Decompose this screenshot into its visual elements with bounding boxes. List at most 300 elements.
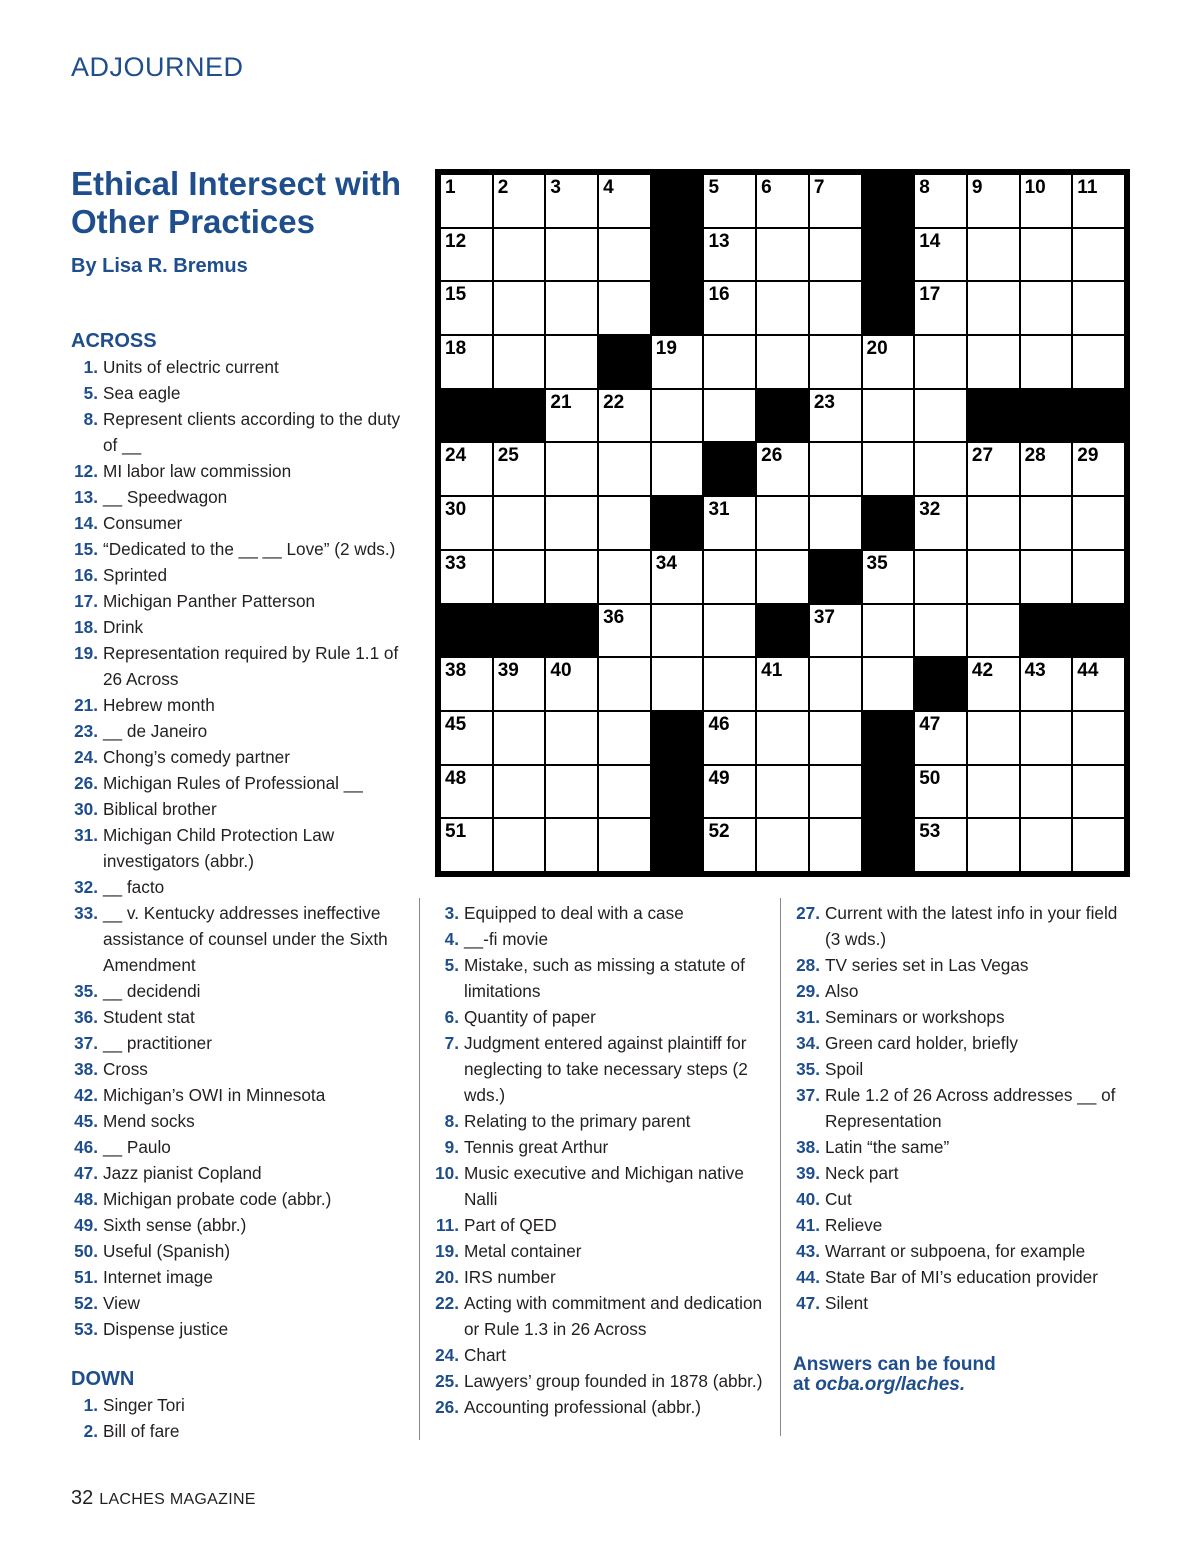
- clue-number: 7.: [444, 1033, 459, 1053]
- clue-number: 32.: [74, 877, 98, 897]
- cell-number: 44: [1077, 660, 1099, 682]
- cell-number: 22: [603, 391, 625, 413]
- cell-number: 1: [445, 177, 456, 198]
- grid-cell[interactable]: [863, 605, 914, 657]
- grid-cell[interactable]: [704, 605, 755, 657]
- grid-cell[interactable]: [494, 282, 545, 334]
- grid-cell[interactable]: [1073, 443, 1124, 495]
- grid-cell[interactable]: [494, 336, 545, 388]
- clue-item: [793, 978, 1133, 1004]
- grid-cell[interactable]: [546, 229, 597, 281]
- grid-cell[interactable]: [1021, 229, 1072, 281]
- clue-number: 18.: [74, 617, 98, 637]
- clue-item: [71, 354, 416, 380]
- clues-column-left: [71, 328, 416, 1444]
- grid-cell[interactable]: [863, 443, 914, 495]
- grid-cell[interactable]: [968, 175, 1019, 227]
- clue-item: [71, 614, 416, 640]
- clue-item: [71, 900, 416, 978]
- clue-number: 39.: [796, 1163, 820, 1183]
- clues-column-right: [793, 900, 1133, 1316]
- grid-cell[interactable]: [441, 766, 492, 818]
- clue-number: 8.: [444, 1111, 459, 1131]
- grid-cell[interactable]: [757, 819, 808, 871]
- clue-text: Units of electric current: [103, 357, 279, 377]
- grid-cell[interactable]: [1073, 336, 1124, 388]
- grid-cell[interactable]: [810, 336, 861, 388]
- clue-item: [793, 1238, 1133, 1264]
- clue-item: [71, 796, 416, 822]
- clue-number: 31.: [74, 825, 98, 845]
- clue-number: 53.: [74, 1319, 98, 1339]
- clue-item: [71, 1418, 416, 1444]
- cell-number: 11: [1077, 177, 1098, 198]
- clue-text: Lawyers’ group founded in 1878 (abbr.): [464, 1371, 763, 1391]
- clue-text: Chong’s comedy partner: [103, 747, 290, 767]
- clue-item: [793, 1004, 1133, 1030]
- grid-cell[interactable]: [599, 282, 650, 334]
- grid-cell[interactable]: [1021, 819, 1072, 871]
- clue-number: 4.: [444, 929, 459, 949]
- magazine-name: LACHES MAGAZINE: [99, 1491, 256, 1508]
- clue-text: Rule 1.2 of 26 Across addresses __ of Representation: [825, 1085, 1116, 1131]
- answers-line1: Answers can be found: [793, 1354, 996, 1375]
- grid-block: [757, 605, 808, 657]
- down-clue-list-part2: [432, 900, 772, 1420]
- grid-cell[interactable]: [915, 390, 966, 442]
- grid-cell[interactable]: [757, 336, 808, 388]
- clue-number: 47.: [796, 1293, 820, 1313]
- grid-cell[interactable]: [757, 229, 808, 281]
- answers-line2: [793, 1375, 996, 1395]
- grid-cell[interactable]: [652, 390, 703, 442]
- clue-text: Internet image: [103, 1267, 213, 1287]
- cell-number: 26: [761, 445, 783, 467]
- clue-text: Consumer: [103, 513, 183, 533]
- clue-item: [793, 952, 1133, 978]
- grid-cell[interactable]: [441, 819, 492, 871]
- grid-cell[interactable]: [1073, 551, 1124, 603]
- grid-cell[interactable]: [810, 175, 861, 227]
- clue-item: [793, 1082, 1133, 1134]
- grid-cell[interactable]: [1073, 229, 1124, 281]
- clue-number: 3.: [444, 903, 459, 923]
- clue-item: [71, 380, 416, 406]
- grid-cell[interactable]: [546, 175, 597, 227]
- clue-number: 1.: [83, 1395, 98, 1415]
- grid-cell[interactable]: [810, 497, 861, 549]
- clue-item: [432, 1134, 772, 1160]
- clue-number: 24.: [74, 747, 98, 767]
- grid-cell[interactable]: [1073, 658, 1124, 710]
- grid-cell[interactable]: [757, 551, 808, 603]
- clue-number: 33.: [74, 903, 98, 923]
- grid-cell[interactable]: [704, 282, 755, 334]
- cell-number: 8: [919, 177, 930, 198]
- grid-cell[interactable]: [968, 229, 1019, 281]
- cell-number: 17: [919, 284, 941, 306]
- grid-cell[interactable]: [810, 282, 861, 334]
- answers-note: [793, 1355, 996, 1395]
- grid-cell[interactable]: [599, 605, 650, 657]
- grid-block: [652, 229, 703, 281]
- clue-item: [432, 1238, 772, 1264]
- grid-cell[interactable]: [1021, 282, 1072, 334]
- grid-cell[interactable]: [1021, 336, 1072, 388]
- grid-cell[interactable]: [1073, 497, 1124, 549]
- grid-cell[interactable]: [599, 229, 650, 281]
- grid-cell[interactable]: [810, 712, 861, 764]
- grid-cell[interactable]: [599, 658, 650, 710]
- clue-text: View: [103, 1293, 140, 1313]
- grid-cell[interactable]: [968, 443, 1019, 495]
- grid-cell[interactable]: [704, 175, 755, 227]
- clue-number: 38.: [796, 1137, 820, 1157]
- cell-number: 35: [866, 552, 888, 574]
- grid-cell[interactable]: [546, 819, 597, 871]
- cell-number: 32: [919, 499, 941, 521]
- grid-cell[interactable]: [546, 443, 597, 495]
- grid-cell[interactable]: [1021, 175, 1072, 227]
- clue-text: Also: [825, 981, 859, 1001]
- grid-cell[interactable]: [494, 658, 545, 710]
- clue-number: 41.: [796, 1215, 820, 1235]
- grid-cell[interactable]: [968, 658, 1019, 710]
- grid-cell[interactable]: [1021, 497, 1072, 549]
- grid-cell[interactable]: [704, 658, 755, 710]
- grid-cell[interactable]: [915, 443, 966, 495]
- grid-cell[interactable]: [599, 819, 650, 871]
- grid-cell[interactable]: [494, 712, 545, 764]
- grid-cell[interactable]: [494, 443, 545, 495]
- clue-number: 37.: [796, 1085, 820, 1105]
- grid-cell[interactable]: [915, 605, 966, 657]
- grid-cell[interactable]: [704, 336, 755, 388]
- grid-cell[interactable]: [915, 229, 966, 281]
- clue-number: 49.: [74, 1215, 98, 1235]
- grid-cell[interactable]: [704, 551, 755, 603]
- grid-cell[interactable]: [1073, 175, 1124, 227]
- grid-cell[interactable]: [810, 605, 861, 657]
- cell-number: 40: [550, 660, 572, 682]
- cell-number: 9: [971, 177, 983, 198]
- grid-cell[interactable]: [441, 282, 492, 334]
- clue-number: 28.: [796, 955, 820, 975]
- clue-number: 11.: [436, 1215, 459, 1235]
- cell-number: 12: [445, 230, 467, 252]
- clue-item: [432, 926, 772, 952]
- cell-number: 42: [971, 660, 994, 682]
- clue-item: [71, 1056, 416, 1082]
- clue-item: [71, 874, 416, 900]
- grid-cell[interactable]: [915, 712, 966, 764]
- clue-number: 30.: [74, 799, 98, 819]
- grid-cell[interactable]: [1021, 443, 1072, 495]
- grid-cell[interactable]: [599, 497, 650, 549]
- grid-cell[interactable]: [968, 712, 1019, 764]
- grid-block: [441, 390, 492, 442]
- grid-cell[interactable]: [599, 712, 650, 764]
- grid-cell[interactable]: [968, 551, 1019, 603]
- cell-number: 33: [445, 552, 467, 574]
- grid-cell[interactable]: [757, 658, 808, 710]
- clue-text: Green card holder, briefly: [825, 1033, 1018, 1053]
- grid-cell[interactable]: [1073, 819, 1124, 871]
- clue-text: Michigan Panther Patterson: [103, 591, 316, 611]
- clue-text: IRS number: [464, 1267, 556, 1287]
- grid-cell[interactable]: [810, 658, 861, 710]
- grid-cell[interactable]: [915, 766, 966, 818]
- clue-item: [71, 640, 416, 692]
- clue-text: Equipped to deal with a case: [464, 903, 684, 923]
- clue-item: [71, 588, 416, 614]
- cell-number: 37: [813, 606, 835, 628]
- clue-number: 6.: [444, 1007, 459, 1027]
- cell-number: 25: [497, 445, 519, 467]
- clue-number: 22.: [435, 1293, 459, 1313]
- grid-cell[interactable]: [863, 551, 914, 603]
- page-number: 32: [71, 1487, 94, 1509]
- clue-text: Bill of fare: [103, 1421, 180, 1441]
- grid-cell[interactable]: [546, 658, 597, 710]
- grid-cell[interactable]: [652, 605, 703, 657]
- clue-number: 17.: [74, 591, 98, 611]
- clue-item: [71, 822, 416, 874]
- grid-cell[interactable]: [441, 175, 492, 227]
- grid-cell[interactable]: [968, 497, 1019, 549]
- grid-cell[interactable]: [915, 336, 966, 388]
- grid-cell[interactable]: [968, 282, 1019, 334]
- cell-number: 3: [550, 177, 561, 198]
- section-label: ADJOURNED: [71, 52, 244, 82]
- clue-text: Acting with commitment and dedication or Rule 1.3 in 26 Across: [464, 1293, 763, 1339]
- clue-item: [71, 770, 416, 796]
- clue-item: [432, 1108, 772, 1134]
- clue-number: 42.: [74, 1085, 98, 1105]
- grid-cell[interactable]: [757, 282, 808, 334]
- grid-cell[interactable]: [810, 229, 861, 281]
- clue-text: Relieve: [825, 1215, 883, 1235]
- cell-number: 19: [655, 338, 677, 360]
- clue-text: Quantity of paper: [464, 1007, 596, 1027]
- grid-cell[interactable]: [494, 819, 545, 871]
- cell-number: 2: [497, 177, 509, 198]
- cell-number: 39: [497, 660, 519, 682]
- grid-cell[interactable]: [704, 712, 755, 764]
- grid-cell[interactable]: [810, 766, 861, 818]
- grid-cell[interactable]: [757, 497, 808, 549]
- grid-cell[interactable]: [810, 443, 861, 495]
- clue-text: Judgment entered against plaintiff for neglecting to take necessary steps (2 wds.): [464, 1033, 748, 1105]
- clue-text: __ v. Kentucky addresses ineffective assistance of counsel under the Sixth Amendment: [103, 903, 388, 975]
- grid-cell[interactable]: [441, 229, 492, 281]
- grid-cell[interactable]: [915, 551, 966, 603]
- grid-cell[interactable]: [968, 819, 1019, 871]
- clue-number: 52.: [74, 1293, 98, 1313]
- clue-item: [432, 1394, 772, 1420]
- answers-link[interactable]: ocba.org/laches.: [815, 1374, 966, 1395]
- clue-text: Mend socks: [103, 1111, 195, 1131]
- grid-block: [968, 390, 1019, 442]
- clue-item: [793, 1134, 1133, 1160]
- grid-cell[interactable]: [704, 819, 755, 871]
- clue-item: [432, 1212, 772, 1238]
- grid-cell[interactable]: [704, 390, 755, 442]
- grid-cell[interactable]: [1021, 551, 1072, 603]
- clue-text: Cross: [103, 1059, 148, 1079]
- grid-block: [1021, 390, 1072, 442]
- grid-cell[interactable]: [757, 175, 808, 227]
- grid-cell[interactable]: [441, 497, 492, 549]
- grid-block: [810, 551, 861, 603]
- cell-number: 4: [603, 177, 614, 198]
- clue-text: Neck part: [825, 1163, 899, 1183]
- grid-cell[interactable]: [546, 390, 597, 442]
- grid-cell[interactable]: [915, 175, 966, 227]
- cell-number: 34: [655, 552, 677, 574]
- clue-text: Michigan Rules of Professional __: [103, 773, 363, 793]
- clue-number: 44.: [796, 1267, 820, 1287]
- grid-cell[interactable]: [441, 443, 492, 495]
- grid-cell[interactable]: [441, 658, 492, 710]
- clue-item: [71, 692, 416, 718]
- clue-text: __ practitioner: [103, 1033, 212, 1053]
- grid-cell[interactable]: [863, 390, 914, 442]
- grid-block: [441, 605, 492, 657]
- clue-item: [432, 1264, 772, 1290]
- cell-number: 30: [445, 499, 467, 521]
- clue-item: [432, 1290, 772, 1342]
- clue-item: [71, 406, 416, 458]
- grid-cell[interactable]: [1021, 658, 1072, 710]
- grid-cell[interactable]: [1073, 712, 1124, 764]
- clue-text: Spoil: [825, 1059, 864, 1079]
- grid-block: [704, 443, 755, 495]
- grid-cell[interactable]: [757, 766, 808, 818]
- grid-cell[interactable]: [1073, 766, 1124, 818]
- clue-item: [432, 1160, 772, 1212]
- grid-cell[interactable]: [704, 497, 755, 549]
- grid-cell[interactable]: [546, 551, 597, 603]
- grid-cell[interactable]: [599, 443, 650, 495]
- clue-number: 8.: [83, 409, 98, 429]
- grid-cell[interactable]: [494, 766, 545, 818]
- cell-number: 31: [708, 499, 730, 521]
- clue-text: __ facto: [103, 877, 165, 897]
- grid-block: [599, 336, 650, 388]
- cell-number: 43: [1024, 660, 1046, 682]
- clue-text: Relating to the primary parent: [464, 1111, 691, 1131]
- grid-cell[interactable]: [757, 712, 808, 764]
- grid-cell[interactable]: [599, 175, 650, 227]
- cell-number: 48: [445, 767, 467, 789]
- grid-cell[interactable]: [968, 766, 1019, 818]
- grid-cell[interactable]: [546, 282, 597, 334]
- cell-number: 46: [708, 713, 730, 735]
- clue-text: Music executive and Michigan native Nalli: [464, 1163, 744, 1209]
- clue-text: Jazz pianist Copland: [103, 1163, 262, 1183]
- grid-cell[interactable]: [1021, 712, 1072, 764]
- grid-cell[interactable]: [599, 390, 650, 442]
- clue-text: Latin “the same”: [825, 1137, 950, 1157]
- clue-number: 51.: [74, 1267, 98, 1287]
- clue-item: [71, 536, 416, 562]
- clue-number: 5.: [83, 383, 98, 403]
- grid-cell[interactable]: [652, 658, 703, 710]
- grid-cell[interactable]: [546, 766, 597, 818]
- grid-cell[interactable]: [599, 766, 650, 818]
- cell-number: 21: [550, 391, 572, 413]
- grid-cell[interactable]: [652, 443, 703, 495]
- grid-cell[interactable]: [494, 229, 545, 281]
- grid-cell[interactable]: [810, 390, 861, 442]
- grid-cell[interactable]: [546, 712, 597, 764]
- clue-number: 47.: [74, 1163, 98, 1183]
- clue-text: __ de Janeiro: [103, 721, 208, 741]
- clue-item: [432, 1004, 772, 1030]
- cell-number: 20: [866, 338, 888, 360]
- grid-cell[interactable]: [546, 336, 597, 388]
- grid-cell[interactable]: [1073, 282, 1124, 334]
- grid-cell[interactable]: [704, 229, 755, 281]
- grid-cell[interactable]: [441, 551, 492, 603]
- grid-cell[interactable]: [546, 497, 597, 549]
- grid-cell[interactable]: [599, 551, 650, 603]
- grid-cell[interactable]: [494, 497, 545, 549]
- grid-cell[interactable]: [494, 175, 545, 227]
- grid-block: [652, 819, 703, 871]
- clue-text: Mistake, such as missing a statute of limitations: [464, 955, 745, 1001]
- clue-number: 16.: [74, 565, 98, 585]
- grid-cell[interactable]: [652, 551, 703, 603]
- grid-cell[interactable]: [863, 336, 914, 388]
- clue-item: [432, 1342, 772, 1368]
- clue-item: [71, 1004, 416, 1030]
- grid-cell[interactable]: [915, 497, 966, 549]
- cell-number: 16: [708, 284, 730, 306]
- grid-block: [863, 712, 914, 764]
- grid-block: [652, 175, 703, 227]
- grid-block: [652, 497, 703, 549]
- clue-text: Warrant or subpoena, for example: [825, 1241, 1086, 1261]
- clue-text: Accounting professional (abbr.): [464, 1397, 701, 1417]
- grid-cell[interactable]: [863, 658, 914, 710]
- grid-cell[interactable]: [652, 336, 703, 388]
- grid-cell[interactable]: [968, 336, 1019, 388]
- grid-cell[interactable]: [915, 819, 966, 871]
- clue-item: [793, 1056, 1133, 1082]
- clue-number: 25.: [435, 1371, 459, 1391]
- clue-text: Sea eagle: [103, 383, 181, 403]
- grid-cell[interactable]: [441, 336, 492, 388]
- clue-text: __ decidendi: [103, 981, 201, 1001]
- clue-text: Sprinted: [103, 565, 168, 585]
- cell-number: 50: [919, 767, 941, 789]
- grid-cell[interactable]: [810, 819, 861, 871]
- grid-cell[interactable]: [494, 551, 545, 603]
- grid-cell[interactable]: [915, 282, 966, 334]
- grid-cell[interactable]: [704, 766, 755, 818]
- grid-cell[interactable]: [968, 605, 1019, 657]
- grid-cell[interactable]: [757, 443, 808, 495]
- cell-number: 47: [919, 713, 941, 735]
- clue-text: __-fi movie: [464, 929, 549, 949]
- clue-text: Dispense justice: [103, 1319, 229, 1339]
- cell-number: 18: [445, 338, 467, 360]
- clue-item: [71, 458, 416, 484]
- grid-cell[interactable]: [1021, 766, 1072, 818]
- grid-cell[interactable]: [441, 712, 492, 764]
